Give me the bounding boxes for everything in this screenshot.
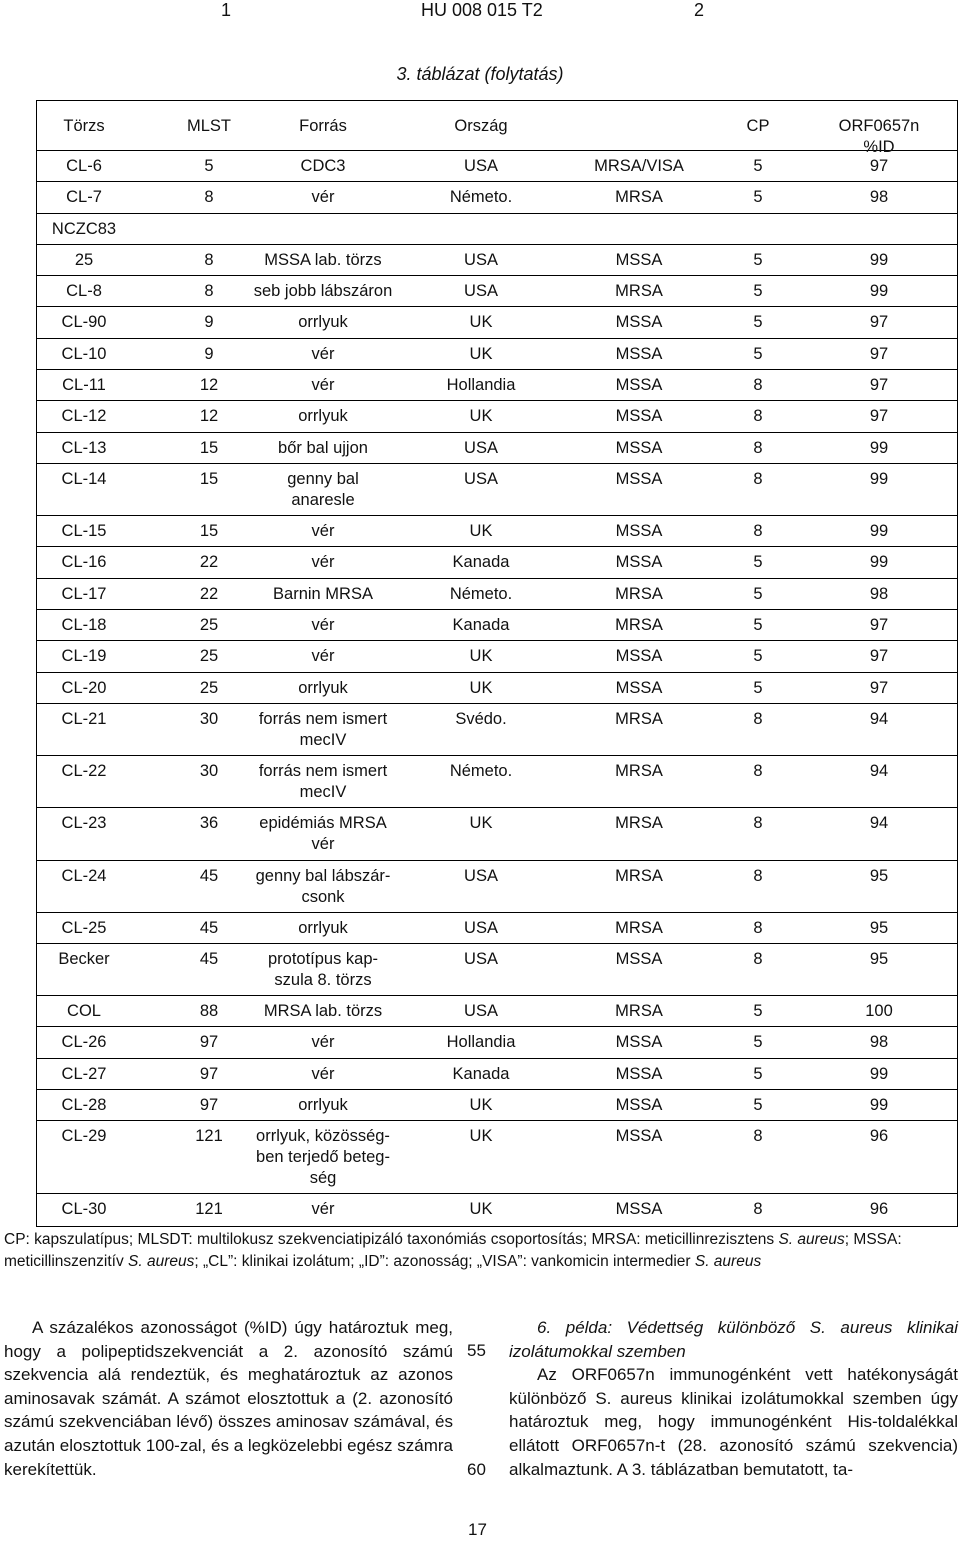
table-row — [37, 214, 957, 245]
table-cell: 9 — [204, 313, 214, 332]
table-cell: 15 — [199, 438, 219, 457]
table-cell: forrás nem ismert mecIV — [258, 762, 388, 802]
table-cell: 5 — [753, 1064, 763, 1083]
table-cell: NCZC83 — [51, 219, 117, 238]
table-cell: 99 — [869, 282, 889, 301]
table-cell: 97 — [869, 678, 889, 697]
table-cell: Németo. — [449, 188, 513, 207]
table-cell: 22 — [199, 553, 219, 572]
table-cell: MRSA — [615, 866, 663, 885]
table-cell: 12 — [199, 407, 219, 426]
table-cell: 97 — [869, 407, 889, 426]
table-cell: CL-25 — [61, 918, 107, 937]
table-cell: vér — [311, 1200, 335, 1219]
table-cell: 95 — [869, 949, 889, 968]
left-text-column — [4, 1316, 453, 1481]
table-cell: MSSA — [615, 949, 663, 968]
table-cell: 5 — [753, 188, 763, 207]
table-cell: Svédo. — [455, 709, 507, 728]
table-cell: 8 — [753, 1127, 763, 1146]
table-cell: 99 — [869, 438, 889, 457]
table-cell: orrlyuk — [298, 918, 348, 937]
table-cell: 5 — [753, 616, 763, 635]
table-cell: USA — [464, 282, 498, 301]
table-cell: vér — [311, 1064, 335, 1083]
table-row — [37, 339, 957, 370]
table-cell: vér — [311, 1033, 335, 1052]
table-cell: CL-16 — [61, 553, 107, 572]
table-cell: CL-22 — [61, 762, 107, 781]
table-cell: 98 — [869, 188, 889, 207]
table-cell: MRSA — [615, 616, 663, 635]
table-row — [37, 1090, 957, 1121]
header-cell: Törzs — [63, 117, 105, 135]
table-cell: 8 — [753, 866, 763, 885]
table-cell: Barnin MRSA — [273, 584, 373, 603]
left-paragraph: A százalékos azonosságot (%ID) úgy határoztuk meg, hogy a polipeptidszekvenciát a 2. azonosító számú szekvencia alá rendeztük, és meghatároztuk az azonos aminosavak számát. A számot elosztottuk a (2. azonosító számú szekvenciában lévő) összes aminosav számával, és azután elosztottuk 100-zal, és a legközelebbi egész számra kerekítettük. — [4, 1318, 453, 1479]
header-cell: Ország — [454, 117, 508, 135]
table-cell: MRSA — [615, 188, 663, 207]
table-cell: USA — [464, 469, 498, 488]
table-cell: CL-6 — [66, 157, 102, 175]
table-cell: 88 — [199, 1002, 219, 1021]
table-cell: vér — [311, 647, 335, 666]
line-number-60: 60 — [467, 1460, 486, 1479]
table-row — [37, 1194, 957, 1225]
table-cell: USA — [464, 157, 498, 175]
table-cell: Kanada — [452, 616, 510, 635]
header-left-number: 1 — [221, 0, 232, 20]
table-cell: 9 — [204, 344, 214, 363]
table-cell: UK — [469, 344, 493, 363]
table-cell: 8 — [204, 250, 214, 269]
table-cell: MSSA — [615, 1127, 663, 1146]
table-cell: MRSA lab. törzs — [263, 1002, 383, 1021]
table-cell: MRSA/VISA — [594, 157, 684, 175]
table-cell: 25 — [199, 647, 219, 666]
table-cell: MSSA — [615, 376, 663, 395]
table-cell: MSSA — [615, 344, 663, 363]
table-cell: UK — [469, 407, 493, 426]
table-cell: CL-24 — [61, 866, 107, 885]
table-cell: Hollandia — [446, 376, 516, 395]
table-row — [37, 401, 957, 432]
table-cell: CL-11 — [62, 376, 106, 395]
table-row — [37, 944, 957, 996]
species-name: S. aureus — [778, 1231, 845, 1248]
table-cell: 8 — [753, 949, 763, 968]
table-row — [37, 245, 957, 276]
table-cell: 15 — [199, 469, 219, 488]
table-cell: 5 — [204, 157, 214, 175]
table-cell: 95 — [869, 918, 889, 937]
table-cell: 94 — [869, 709, 889, 728]
table-cell: 121 — [195, 1200, 223, 1219]
table-cell: 97 — [869, 344, 889, 363]
right-text-column — [509, 1316, 958, 1481]
table-cell: 96 — [869, 1127, 889, 1146]
table-cell: CL-23 — [61, 814, 107, 833]
table-row — [37, 464, 957, 516]
table-cell: prototípus kap- szula 8. törzs — [267, 949, 379, 989]
table-cell: 8 — [753, 438, 763, 457]
table-cell: CL-14 — [61, 469, 107, 488]
table-row — [37, 579, 957, 610]
table-cell: 99 — [869, 522, 889, 541]
table-cell: 97 — [869, 616, 889, 635]
table-cell: CL-30 — [61, 1200, 107, 1219]
table-cell: 99 — [869, 1096, 889, 1115]
table-cell: CL-28 — [61, 1096, 107, 1115]
table-cell: USA — [464, 438, 498, 457]
table-cell: 45 — [199, 949, 219, 968]
table-cell: 95 — [869, 866, 889, 885]
table-cell: 5 — [753, 1002, 763, 1021]
table-row — [37, 433, 957, 464]
table-cell: USA — [464, 949, 498, 968]
table-cell: MSSA — [615, 250, 663, 269]
table-cell: MRSA — [615, 762, 663, 781]
page-number: 17 — [468, 1520, 487, 1539]
table-cell: MRSA — [615, 709, 663, 728]
header-patent-id: HU 008 015 T2 — [421, 0, 543, 20]
table-cell: MSSA — [615, 522, 663, 541]
table-cell: MSSA — [615, 647, 663, 666]
table-cell: MRSA — [615, 1002, 663, 1021]
table-row — [37, 547, 957, 578]
table-cell: CL-15 — [61, 522, 107, 541]
table-row — [37, 610, 957, 641]
table-caption: 3. táblázat (folytatás) — [396, 64, 564, 84]
table-cell: 94 — [869, 762, 889, 781]
table-cell: 5 — [753, 1033, 763, 1052]
table-cell: Kanada — [452, 1064, 510, 1083]
table-cell: orrlyuk, közösség- ben terjedő beteg- ség — [256, 1127, 390, 1188]
table-cell: MRSA — [615, 814, 663, 833]
table-row — [37, 370, 957, 401]
right-paragraph: Az ORF0657n immunogénként vett hatékonyságát különböző S. aureus klinikai izolátumokkal szemben úgy határoztuk meg, hogy immunogénként His-toldalékkal ellátott ORF0657n-t (28. azonosító számú szekvencia) alkalmaztunk. A 3. táblázatban bemutatott, ta- — [509, 1365, 958, 1479]
table-cell: 8 — [753, 469, 763, 488]
table-cell: 45 — [199, 866, 219, 885]
table-cell: 97 — [199, 1096, 219, 1115]
table-row — [37, 276, 957, 307]
table-cell: 8 — [753, 522, 763, 541]
table-cell: USA — [464, 918, 498, 937]
header-cell: Forrás — [299, 117, 347, 135]
table-cell: 22 — [199, 584, 219, 603]
table-cell: orrlyuk — [298, 407, 348, 426]
table-cell: CL-8 — [66, 282, 102, 301]
table-cell: CL-12 — [61, 407, 107, 426]
table-cell: 94 — [869, 814, 889, 833]
table-cell: CL-10 — [61, 344, 107, 363]
table-cell: 99 — [869, 250, 889, 269]
table-cell: 5 — [753, 250, 763, 269]
table-cell: vér — [311, 522, 335, 541]
table-cell: MRSA — [615, 584, 663, 603]
table-cell: MSSA — [615, 438, 663, 457]
table-cell: 99 — [869, 1064, 889, 1083]
table-row — [37, 808, 957, 860]
table-cell: CL-17 — [61, 584, 107, 603]
table-cell: 5 — [753, 584, 763, 603]
line-number-55: 55 — [467, 1341, 486, 1360]
table-cell: 8 — [753, 1200, 763, 1219]
table-cell: vér — [311, 553, 335, 572]
table-cell: CL-20 — [61, 678, 107, 697]
table-header-row — [37, 101, 957, 156]
species-name: S. aureus — [694, 1253, 762, 1270]
table-cell: seb jobb lábszáron — [253, 282, 393, 301]
table-cell: 12 — [199, 376, 219, 395]
table-cell: 25 — [199, 678, 219, 697]
table-row — [37, 307, 957, 338]
table-row — [37, 516, 957, 547]
table-cell: forrás nem ismert mecIV — [258, 709, 388, 749]
table-cell: MSSA lab. törzs — [264, 250, 382, 269]
table-cell: 98 — [869, 584, 889, 603]
table-cell: MSSA — [615, 469, 663, 488]
table-cell: Becker — [58, 949, 110, 968]
table-cell: vér — [311, 188, 335, 207]
table-cell: vér — [311, 616, 335, 635]
table-cell: MSSA — [615, 407, 663, 426]
table-cell: MRSA — [615, 282, 663, 301]
table-row — [37, 182, 957, 213]
table-cell: UK — [469, 1200, 493, 1219]
table-cell: CL-29 — [61, 1127, 107, 1146]
table-cell: bőr bal ujjon — [278, 438, 368, 457]
table-row — [37, 151, 957, 182]
table-cell: orrlyuk — [298, 313, 348, 332]
table-cell: 97 — [199, 1064, 219, 1083]
table-cell: 5 — [753, 344, 763, 363]
table-cell: CDC3 — [300, 157, 346, 175]
table-cell: 5 — [753, 313, 763, 332]
table-cell: 97 — [199, 1033, 219, 1052]
table-cell: MSSA — [615, 1064, 663, 1083]
table-cell: 97 — [869, 647, 889, 666]
table-cell: 5 — [753, 553, 763, 572]
table-row — [37, 704, 957, 756]
table-cell: 8 — [204, 188, 214, 207]
table-cell: MSSA — [615, 313, 663, 332]
table-cell: CL-21 — [61, 709, 107, 728]
table-cell: 5 — [753, 647, 763, 666]
table-cell: Németo. — [449, 762, 513, 781]
data-table — [36, 100, 958, 1227]
table-cell: genny bal lábszár- csonk — [255, 866, 391, 906]
table-footnote: CP: kapszulatípus; MLSDT: multilokusz szekvenciatipizáló taxonómiás csoportosítás; MRSA: meticillinrezisztens S. aureus; MSSA: meticillinszenzitív S. aureus; „CL”: klinikai izolátum; „ID”: azonosság; „VISA”: vankomicin intermedier S. aureus — [4, 1231, 902, 1270]
table-cell: 45 — [199, 918, 219, 937]
table-cell: CL-7 — [66, 188, 102, 207]
header-cell: MLST — [186, 117, 232, 135]
table-cell: 15 — [199, 522, 219, 541]
table-cell: UK — [469, 313, 493, 332]
table-cell: Németo. — [449, 584, 513, 603]
table-cell: vér — [311, 376, 335, 395]
table-cell: 100 — [865, 1002, 893, 1021]
table-cell: USA — [464, 1002, 498, 1021]
table-cell: UK — [469, 1096, 493, 1115]
table-row — [37, 1059, 957, 1090]
table-cell: CL-18 — [61, 616, 107, 635]
table-cell: MSSA — [615, 1096, 663, 1115]
table-cell: UK — [469, 522, 493, 541]
table-cell: epidémiás MRSA vér — [259, 814, 387, 854]
table-cell: 5 — [753, 678, 763, 697]
table-row — [37, 1121, 957, 1194]
table-cell: UK — [469, 814, 493, 833]
table-cell: CL-26 — [61, 1033, 107, 1052]
table-row — [37, 996, 957, 1027]
table-cell: UK — [469, 647, 493, 666]
table-row — [37, 1027, 957, 1058]
table-cell: 97 — [869, 376, 889, 395]
table-cell: 5 — [753, 282, 763, 301]
table-cell: 99 — [869, 469, 889, 488]
table-cell: 99 — [869, 553, 889, 572]
table-cell: USA — [464, 866, 498, 885]
table-cell: MSSA — [615, 1200, 663, 1219]
table-cell: Kanada — [452, 553, 510, 572]
header-cell: CP — [746, 117, 770, 135]
table-row — [37, 641, 957, 672]
table-cell: MSSA — [615, 553, 663, 572]
table-cell: 5 — [753, 157, 763, 175]
table-row — [37, 861, 957, 913]
table-cell: 8 — [753, 709, 763, 728]
table-cell: 8 — [753, 762, 763, 781]
table-cell: USA — [464, 250, 498, 269]
table-cell: 8 — [753, 814, 763, 833]
table-cell: orrlyuk — [298, 678, 348, 697]
table-cell: 98 — [869, 1033, 889, 1052]
table-cell: 30 — [199, 762, 219, 781]
table-cell: 36 — [199, 814, 219, 833]
table-cell: UK — [469, 1127, 493, 1146]
table-row — [37, 756, 957, 808]
table-cell: CL-27 — [61, 1064, 107, 1083]
table-cell: MSSA — [615, 678, 663, 697]
table-cell: vér — [311, 344, 335, 363]
table-cell: 96 — [869, 1200, 889, 1219]
table-cell: MSSA — [615, 1033, 663, 1052]
example-heading: 6. példa: Védettség különböző S. aureus klinikai izolátumokkal szemben — [509, 1318, 958, 1361]
table-cell: UK — [469, 678, 493, 697]
table-cell: 30 — [199, 709, 219, 728]
table-cell: 25 — [199, 616, 219, 635]
table-cell: 8 — [204, 282, 214, 301]
table-cell: 97 — [869, 157, 889, 175]
table-cell: MRSA — [615, 918, 663, 937]
table-cell: CL-13 — [61, 438, 107, 457]
table-row — [37, 673, 957, 704]
table-cell: 97 — [869, 313, 889, 332]
table-cell: 25 — [74, 250, 94, 269]
species-name: S. aureus — [128, 1253, 195, 1270]
table-cell: orrlyuk — [298, 1096, 348, 1115]
header-cell: ORF0657n %ID — [838, 117, 920, 156]
table-cell: CL-19 — [61, 647, 107, 666]
header-right-number: 2 — [694, 0, 705, 20]
table-cell: 121 — [195, 1127, 223, 1146]
table-cell: 5 — [753, 1096, 763, 1115]
table-cell: 8 — [753, 407, 763, 426]
table-cell: CL-90 — [61, 313, 107, 332]
table-cell: COL — [67, 1002, 101, 1021]
table-cell: genny bal anaresle — [287, 469, 359, 509]
table-cell: Hollandia — [446, 1033, 516, 1052]
table-cell: 8 — [753, 918, 763, 937]
table-row — [37, 913, 957, 944]
table-cell: 8 — [753, 376, 763, 395]
